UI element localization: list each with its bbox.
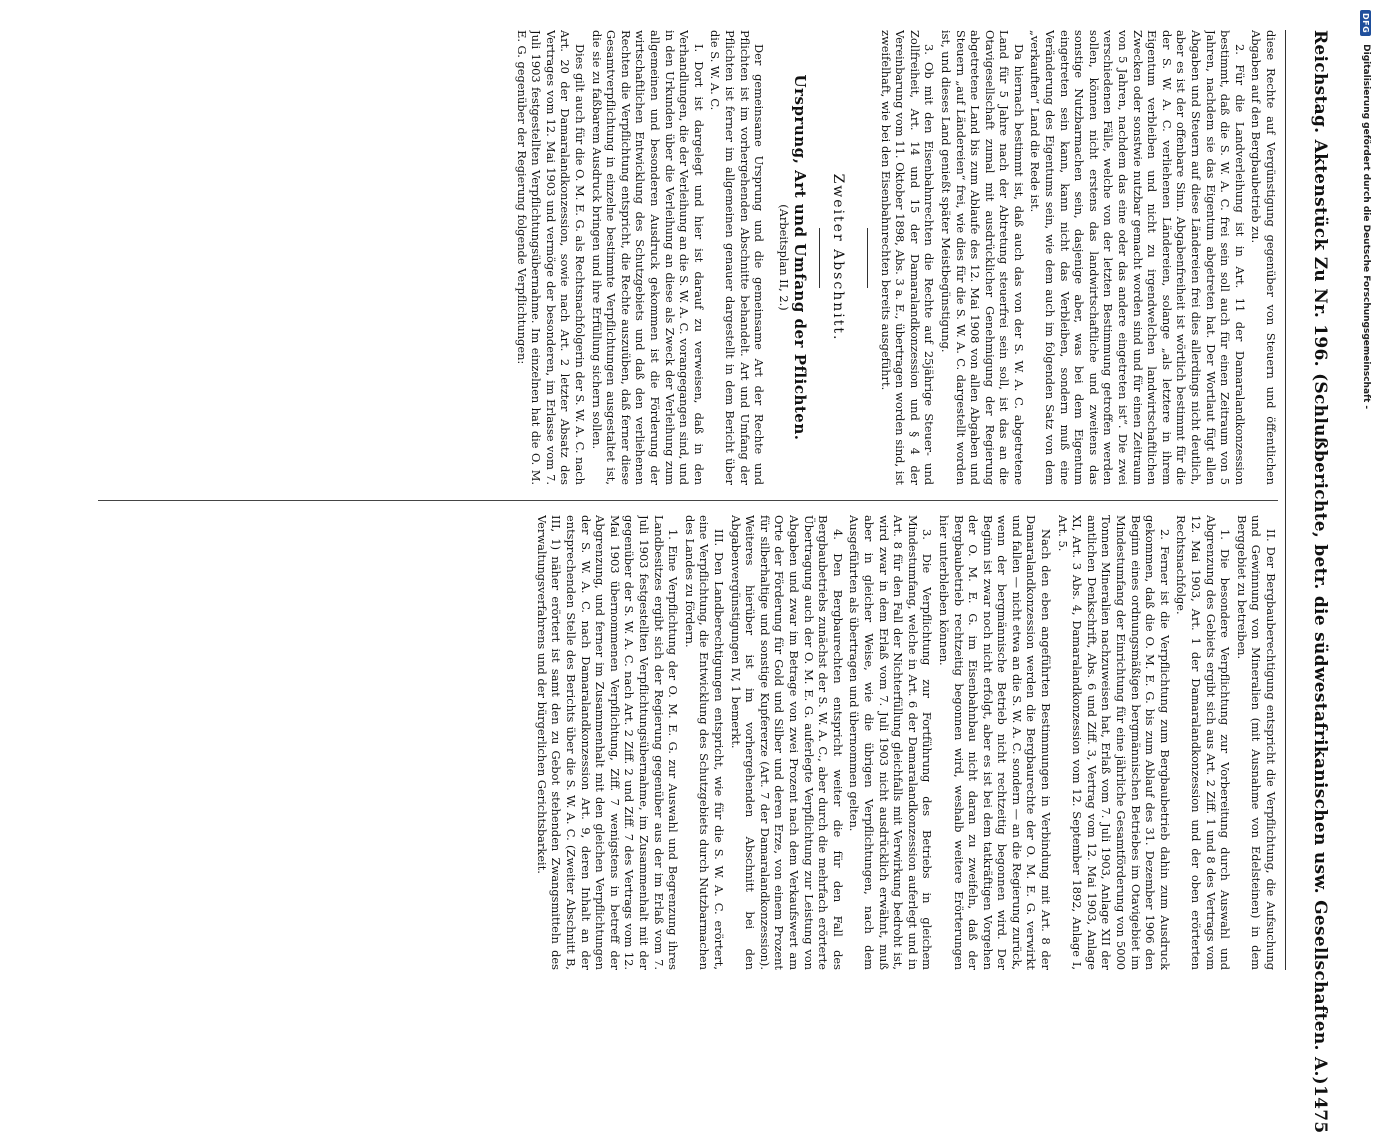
- paragraph: 2. Für die Landverleihung ist in Art. 11 der Damaralandkonzession bestimmt, daß die S. W. A. C. frei sein soll auch für einen Zeitraum von 5 Jahren, nachdem sie das Eigentum abgetreten hat. Der Wortlaut fügt allen Abgaben und Steuern auf diese Ländereien frei dies allerdings nicht deutlich, aber es ist der offenbare Sinn. Abgabenfreiheit ist wörtlich bestimmt für die der S. W. A. C. verliehenen Ländereien, solange „als letztere in ihrem Eigentum verbleiben und nicht zu irgendwelchen landwirtschaftlichen Zwecken oder sonstwie nutzbar gemacht worden sind und für einen Zeitraum von 5 Jahren, nachdem das eine oder das andere eingetreten ist“. Die zwei verschiedenen Fälle, welche von der letzten Bestimmung getroffen werden sollen, können nicht erstens das landwirtschaftliche und zweitens das sonstige Nutzbarmachen sein, dasjenige aber, was bei dem Eigentum eingetreten sein kann, kann nicht das Verbleiben, sondern muß eine Veränderung des Eigentums sein, wie dem auch im folgenden Satz von dem „verkauften“ Land die Rede ist.: [1028, 30, 1247, 485]
- paragraph: Dies gilt auch für die O. M. E. G. als Rechtsnachfolgerin der S. W. A. C. nach Art. 20 der Damaralandkonzession, sowie nach Art. 2 letzter Absatz des Vertrages vom 12. Mai 1903 und vermöge der besonderen, im Erlasse vom 7. Juli 1903 festgestellten Verpflichtungsübernahme. Im einzelnen hat die O. M. E. G. gegenüber der Regierung folgende Verpflichtungen:: [514, 30, 588, 485]
- paragraph: I. Dort ist dargelegt und hier ist darauf zu verweisen, daß in den Verhandlungen, die der Verleihung an die S. W. A. C. vorangegangen sind, und in den Urkunden über die Verleihung an diese als Zweck der Verleihung zum allgemeinen und besonderen Ausdruck gekommen ist die Förderung der wirtschaftlichen Entwicklung des Schutzgebiets und daß den verliehenen Rechten die Verpflichtung entspricht, die Rechte auszuüben, daß ferner diese Gesamtverpflichtung in einzelne bestimmte Verpflichtungen ausgestaltet ist, die sie zu faßbarem Ausdruck bringen und ihre Erfüllung sichern sollen.: [589, 30, 706, 485]
- document-sheet: [80, 30, 1330, 1134]
- section-divider: [819, 228, 820, 288]
- paragraph: 3. Ob mit den Eisenbahnrechten die Rechte auf 25jährige Steuer- und Zollfreiheit, Art. 14 und 15 der Damaralandkonzession und § 4 der Vereinbarung vom 11. Oktober 1898, Abs. 3 a. E., übertragen worden sind, ist zweifelhaft, wie bei den Eisenbahnrechten bereits ausgeführt.: [878, 30, 937, 485]
- paragraph: 1. Eine Verpflichtung der O. M. E. G. zur Auswahl und Begrenzung ihres Landbesitzes ergibt sich der Regierung gegenüber aus der im Erlaß vom 7. Juli 1903 festgestellten Verpflichtungsübernahme, im Zusammenhalt mit der gegenüber der S. W. A. C. nach Art. 2 Ziff. 2 und Ziff. 7 des Vertrags vom 12. Mai 1903 übernommenen Verpflichtung, Ziff. 7 wenigstens in betreff der Abgrenzung, und ferner im Zusammenhalt mit den gleichen Verpflichtungen der S. W. A. C. nach Damaralandkonzession Art. 9, deren Inhalt an der entsprechenden Stelle des Berichts über die S. W. A. C. (Zweiter Abschnitt B, III, 1) näher erörtert ist samt den zu Gebot stehenden Zwangsmitteln des Verwaltungsverfahrens und der bürgerlichen Gerichtsbarkeit.: [534, 515, 681, 970]
- paragraph: Da hiernach bestimmt ist, daß auch das von der S. W. A. C. abgetretene Land für 5 Jahre nach der Abtretung steuerfrei sein soll, ist das an die Otavigesellschaft zumal mit ausdrücklicher Genehmigung der Regierung abgetretene Land bis zum Ablaufe des 12. Mai 1908 von allen Abgaben und Steuern „auf Ländereien“ frei, wie dies für die S. W. A. C. dargestellt worden ist, und dieses Land genießt später Meistbegünstigung.: [938, 30, 1026, 485]
- left-column: [88, 30, 1278, 485]
- digitization-note: [1360, 10, 1378, 990]
- paragraph: 1. Die besondere Verpflichtung zur Vorbereitung durch Auswahl und Abgrenzung des Gebiets ergibt sich aus Art. 2 Ziff. 1 und 8 des Vertrags vom 12. Mai 1903, Art. 1 der Damaralandkonzession und der oben erörterten Rechtsnachfolge.: [1174, 515, 1233, 970]
- digitization-credit: Digitalisierung gefördert durch die Deutsche Forschungsgemeinschaft -: [1361, 44, 1371, 410]
- paragraph: Nach den eben angeführten Bestimmungen in Verbindung mit Art. 8 der Damaralandkonzession werden die Bergbaurechte der O. M. E. G. verwirkt und fallen — nicht etwa an die S. W. A. C. sondern — an die Regierung zurück, wenn der bergmännische Betrieb nicht rechtzeitig begonnen wird. Der Beginn ist zwar noch nicht erfolgt, aber es ist bei dem tatkräftigen Vorgehen der O. M. E. G. im Eisenbahnbau nicht daran zu zweifeln, daß der Bergbaubetrieb rechtzeitig begonnen wird, weshalb weitere Erörterungen hier unterbleiben können.: [936, 515, 1054, 970]
- subsection-heading: II. Der Bergbauberechtigung entspricht die Verpflichtung, die Aufsuchung und Gewinnung von Mineralien (mit Ausnahme von Edelsteinen) in dem Berggebiet zu betreiben.: [1234, 515, 1278, 970]
- section-plan-reference: (Arbeitsplan II, 2.): [776, 204, 791, 311]
- dfg-logo: DFG: [1361, 10, 1372, 36]
- right-column: [88, 515, 1278, 970]
- section-subtitle: Ursprung, Art und Umfang der Pflichten.: [791, 74, 810, 441]
- paragraph: diese Rechte auf Vergünstigung gegenüber von Steuern und öffentlichen Abgaben auf den Bergbaubetrieb zu.: [1249, 30, 1278, 485]
- section-divider: [867, 228, 868, 288]
- paragraph: III. Den Landberechtigungen entspricht, wie für die S. W. A. C. erörtert, eine Verpflichtung, die Entwicklung des Schutzgebiets durch Nutzbarmachen des Landes zu fördern.: [682, 515, 727, 970]
- section-title: Zweiter Abschnitt.: [829, 173, 846, 342]
- column-divider: [98, 500, 1278, 501]
- page-number: 1475: [1310, 1085, 1330, 1134]
- running-title: Reichstag. Aktenstück Zu Nr. 196. (Schlußberichte, betr. die südwestafrikanischen usw. Gesellschaften. A.): [1310, 30, 1330, 1086]
- running-header: [1285, 30, 1330, 1134]
- paragraph: 2. Ferner ist die Verpflichtung zum Bergbaubetrieb dahin zum Ausdruck gekommen, daß die O. M. E. G. bis zum Ablauf des 31. Dezember 1906 den Beginn eines ordnungsmäßigen bergmännischen Betriebes im Otavigebiet im Mindestumfang der Einrichtung für eine jährliche Gesamtförderung von 5000 Tonnen Mineralien nachzuweisen hat, Erlaß vom 7. Juli 1903, Anlage XII der amtlichen Denkschrift, Abs. 6 und Ziff. 3, Vertrag vom 12. Mai 1903, Anlage XI, Art. 3 Abs. 4, Damaralandkonzession vom 12. September 1892, Anlage I, Art. 5.: [1055, 515, 1172, 970]
- paragraph: Der gemeinsame Ursprung und die gemeinsame Art der Rechte und Pflichten ist im vorhergehenden Abschnitte behandelt. Art und Umfang der Pflichten ist ferner im allgemeinen genauer dargestellt in dem Bericht über die S. W. A. C.: [708, 30, 767, 485]
- paragraph: 4. Den Bergbaurechten entspricht weiter die für den Fall des Bergbaubetriebs zunächst der S. W. A. C., aber durch die mehrfach erörterte Übertragung auch der O. M. E. G. auferlegte Verpflichtung zur Leistung von Abgaben und zwar im Betrage von zwei Prozent nach dem Verkaufswert am Orte der Förderung für Gold und Silber und deren Erze, von einem Prozent für silberhaltige und sonstige Kupfererze (Art. 7 der Damaralandkonzession). Weiteres hierüber ist im vorhergehenden Abschnitt bei den Abgabenvergünstigungen IV, 1 bemerkt.: [728, 515, 845, 970]
- paragraph: 3. Die Verpflichtung zur Fortführung des Betriebs in gleichem Mindestumfang, welche in Art. 6 der Damaralandkonzession auferlegt und in Art. 8 für den Fall der Nichterfüllung gleichfalls mit Verwirkung bedroht ist, wird zwar in dem Erlaß vom 7. Juli 1903 nicht ausdrücklich erwähnt, muß aber in gleicher Weise, wie die übrigen Verpflichtungen, nach dem Ausgeführten als übertragen und übernommen gelten.: [847, 515, 935, 970]
